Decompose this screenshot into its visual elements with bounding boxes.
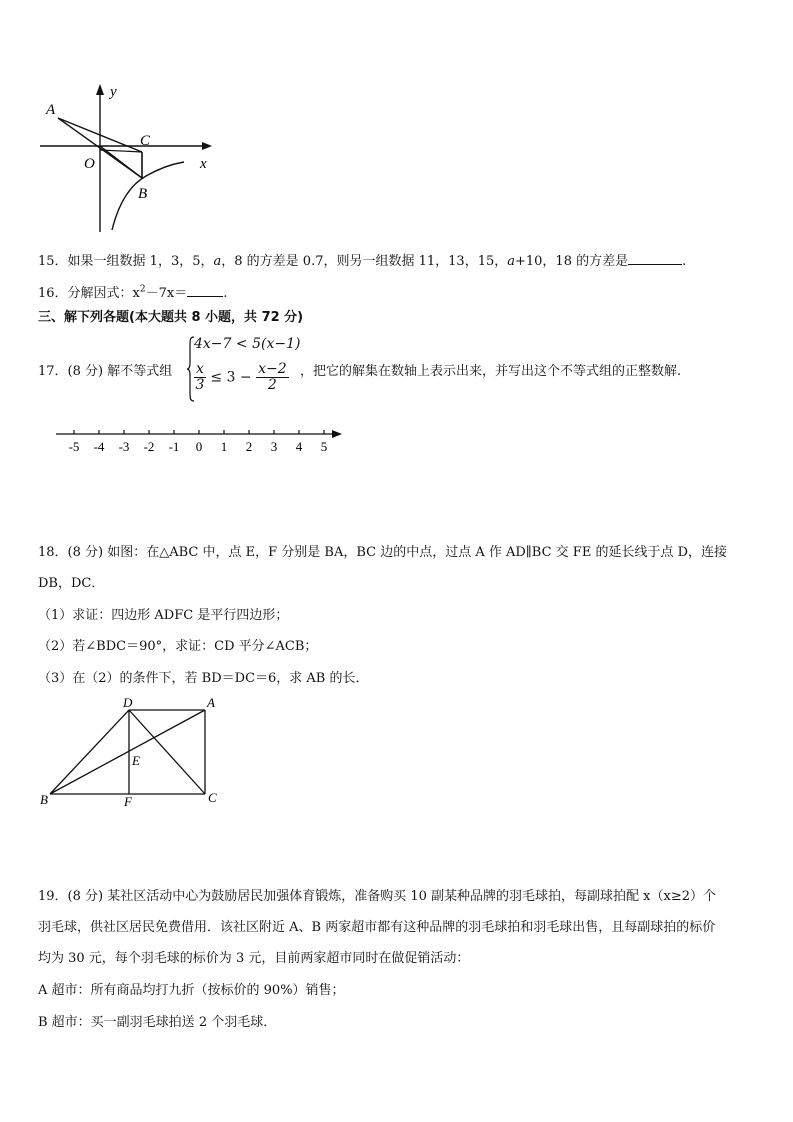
number-line-label: 0: [195, 439, 203, 454]
label-A: A: [46, 102, 56, 118]
coordinate-figure: [36, 82, 226, 237]
number-line-label: -2: [143, 439, 155, 454]
q16-superscript: 2: [139, 284, 146, 295]
q17-frac-1: [194, 362, 206, 393]
q17-inequality-2: [194, 362, 289, 393]
q19-line-1: 19．(8 分) 某社区活动中心为鼓励居民加强体育锻炼，准备购买 10 副某种品牌的羽毛球拍，每副球拍配 x（x≥2）个: [38, 889, 716, 904]
q15-plus: +10，18 的方差是: [515, 254, 629, 269]
number-line-label: -4: [93, 439, 105, 454]
label-O: O: [84, 156, 95, 172]
q16-prefix: 16．分解因式：x: [38, 286, 140, 301]
q17-frac-2-num: x−2: [258, 361, 287, 377]
label-B: B: [138, 186, 148, 202]
quadrilateral-figure: [36, 696, 236, 814]
number-line-label: 5: [320, 439, 328, 454]
question-15: [38, 250, 686, 269]
q18-line-1: 18．(8 分) 如图：在△ABC 中，点 E，F 分别是 BA，BC 边的中点，过点 A 作 AD∥BC 交 FE 的延长线于点 D，连接: [38, 545, 728, 560]
label-E: E: [132, 753, 140, 768]
q17-ineq-mid: ≤ 3 −: [210, 369, 252, 386]
q18-part-3: （3）在（2）的条件下，若 BD＝DC＝6，求 AB 的长．: [38, 671, 369, 686]
q15-end: .: [682, 254, 687, 269]
q16-end: .: [223, 286, 228, 301]
number-line-label: -1: [168, 439, 180, 454]
q16-answer-blank[interactable]: [187, 296, 223, 297]
q15-variable-a: a: [213, 254, 222, 269]
segment-DB: [50, 710, 129, 794]
question-16: [38, 282, 227, 301]
label-C: C: [140, 133, 151, 149]
number-line-label: 3: [270, 439, 278, 454]
q15-variable-a2: a: [507, 254, 515, 269]
x-axis-arrow: [202, 142, 212, 150]
section-3-title: 三、解下列各题(本大题共 8 小题，共 72 分): [38, 310, 304, 325]
q17-inequality-1: 4x−7 < 5(x−1): [194, 336, 301, 352]
q19-line-2: 羽毛球，供社区居民免费借用．该社区附近 A、B 两家超市都有这种品牌的羽毛球拍和羽毛球出售，且每副球拍的标价: [38, 920, 716, 935]
segment-BA: [50, 710, 205, 794]
number-line-label: 4: [295, 439, 303, 454]
number-line-label: -5: [68, 439, 80, 454]
label-D: D: [123, 696, 133, 710]
label-B: B: [40, 792, 48, 807]
q19-line-3: 均为 30 元，每个羽毛球的标价为 3 元，目前两家超市同时在做促销活动：: [38, 951, 470, 966]
q17-frac-1-num: x: [196, 361, 204, 377]
number-line-arrow: [332, 430, 342, 438]
q17-prefix: 17．(8 分) 解不等式组: [38, 364, 173, 379]
number-line-label: 1: [220, 439, 228, 454]
q19-line-5: B 超市：买一副羽毛球拍送 2 个羽毛球．: [38, 1015, 277, 1030]
number-line-label: -3: [118, 439, 130, 454]
label-C: C: [208, 790, 217, 805]
q15-prefix: 15．如果一组数据 1，3，5，: [38, 254, 214, 269]
hyperbola-curve: [112, 162, 184, 230]
label-A: A: [207, 696, 215, 710]
number-line: [56, 424, 346, 460]
q18-part-1: （1）求证：四边形 ADFC 是平行四边形；: [38, 608, 289, 623]
q17-frac-1-den: 3: [195, 377, 205, 393]
q17-suffix: ，把它的解集在数轴上表示出来，并写出这个不等式组的正整数解.: [300, 364, 682, 379]
q15-answer-blank[interactable]: [628, 264, 682, 265]
q18-part-2: （2）若∠BDC＝90°，求证：CD 平分∠ACB；: [38, 639, 318, 654]
segment-DC: [129, 710, 205, 794]
label-F: F: [124, 794, 132, 809]
label-y: y: [110, 84, 117, 100]
label-x: x: [200, 156, 207, 172]
q19-line-4: A 超市：所有商品均打九折（按标价的 90%）销售；: [38, 983, 345, 998]
y-axis-arrow: [96, 84, 104, 95]
q18-line-2: DB，DC．: [38, 576, 105, 591]
q16-suffix: －7x＝: [145, 286, 188, 301]
q15-mid: ，8 的方差是 0.7，则另一组数据 11，13，15，: [221, 254, 508, 269]
number-line-label: 2: [245, 439, 253, 454]
q17-frac-2: [256, 362, 289, 393]
q17-frac-2-den: 2: [267, 377, 277, 393]
